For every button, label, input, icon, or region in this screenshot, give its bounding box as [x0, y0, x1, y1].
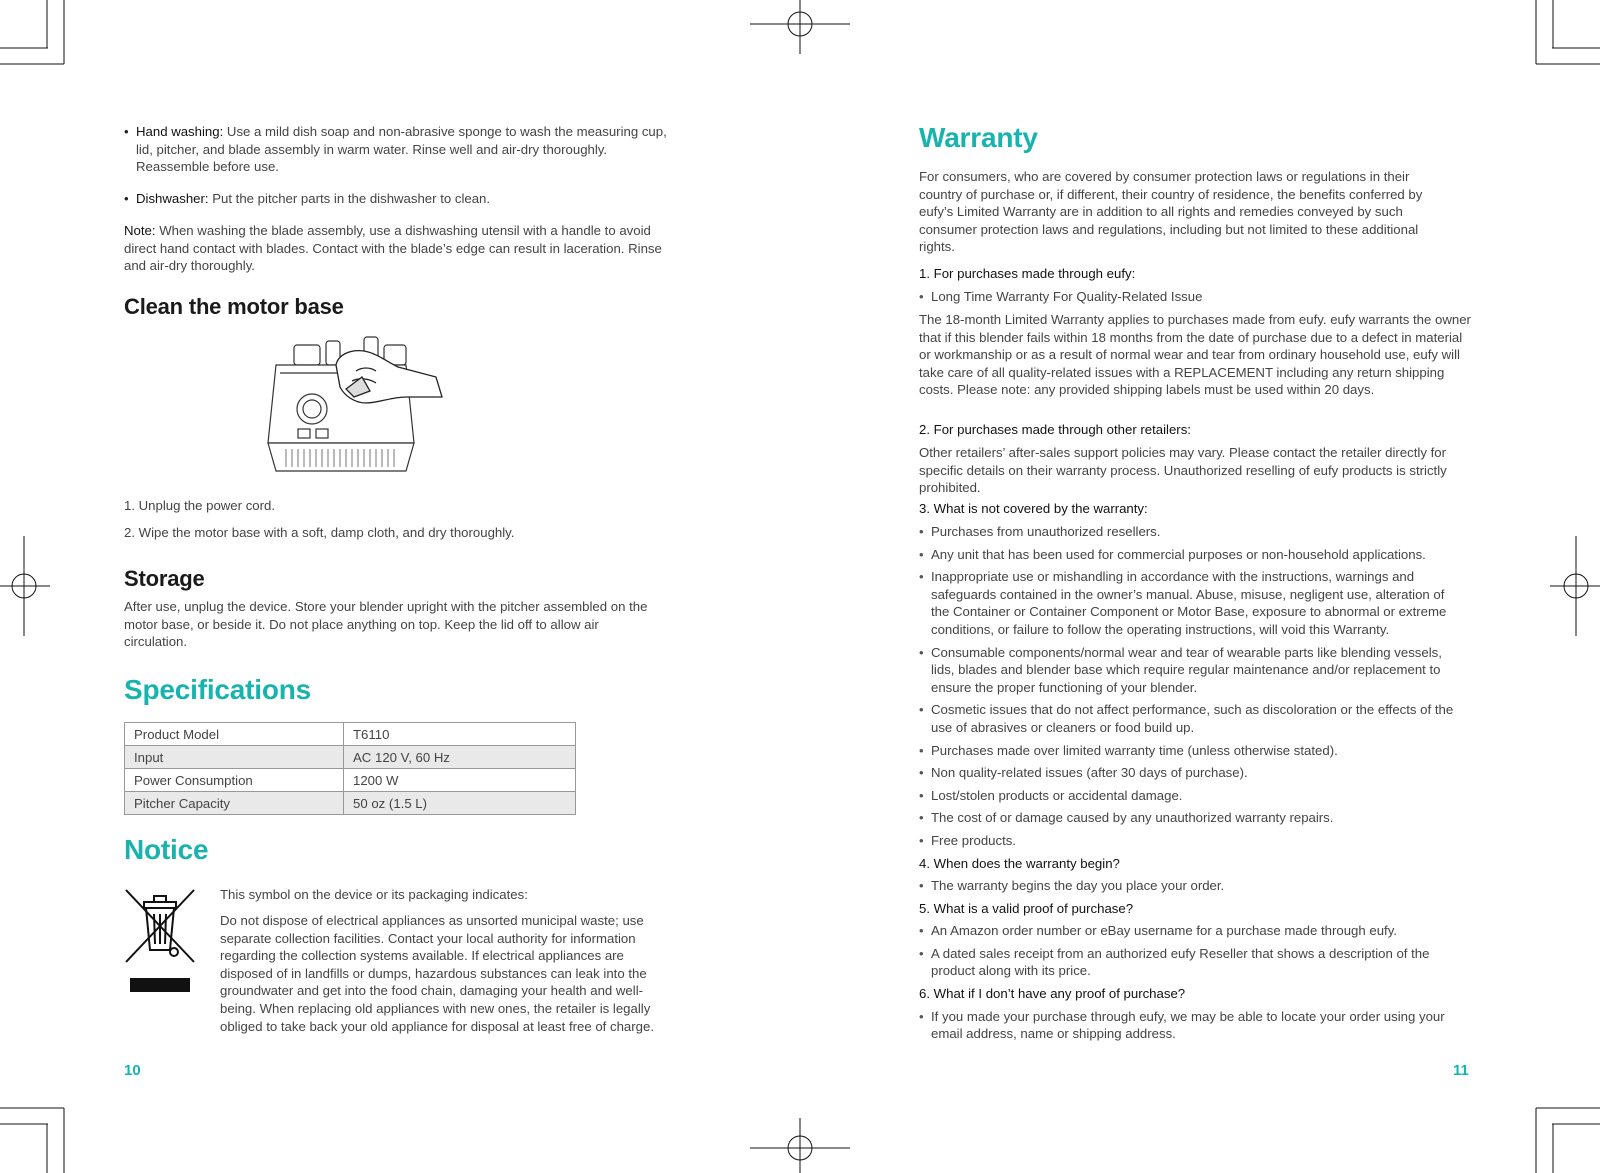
section-1-text: The 18-month Limited Warranty applies to purchases made from eufy. eufy warrants the owner that if this blender fails within 18 months from the date of purchase due to a defect in material or workmanship or as a result of normal wear and tear from ordinary household use, eufy will take care of all quality-related issues with a REPLACEMENT including any return shipping costs. Please note: any provided shipping labels must be used within 20 days. — [919, 312, 1471, 398]
table-row — [125, 769, 576, 792]
list-item: • Cosmetic issues that do not affect performance, such as discoloration or the effects of the use of abrasives or cleaners or food build up. — [919, 701, 1464, 736]
list-item: • Consumable components/normal wear and tear of wearable parts like blending vessels, lids, blades and blender base which require regular maintenance and/or replacement to ensure the proper functioning of your blender. — [919, 644, 1464, 697]
spec-value: 50 oz (1.5 L) — [344, 792, 576, 815]
spec-value: 1200 W — [344, 769, 576, 792]
warranty-heading: Warranty — [919, 122, 1038, 153]
section-2-text: Other retailers’ after-sales support policies may vary. Please contact the retailer directly for specific details on their warranty process. Unauthorized reselling of eufy products is strictly prohibited. — [919, 445, 1447, 496]
list-item: • Free products. — [919, 832, 1464, 850]
dishwasher-item — [124, 190, 676, 208]
spec-key: Product Model — [125, 723, 344, 746]
spec-value: AC 120 V, 60 Hz — [344, 746, 576, 769]
note-text: When washing the blade assembly, use a dishwashing utensil with a handle to avoid direct hand contact with blades. Contact with the blade’s edge can result in laceration. Rinse and air-dry thoroughly. — [124, 223, 662, 274]
list-item: • The cost of or damage caused by any unauthorized warranty repairs. — [919, 809, 1464, 827]
section-3-list — [919, 523, 1464, 1043]
list-item: • Any unit that has been used for commercial purposes or non-household applications. — [919, 546, 1464, 564]
spec-key: Input — [125, 746, 344, 769]
list-item: • Non quality-related issues (after 30 days of purchase). — [919, 764, 1464, 782]
storage-heading: Storage — [124, 566, 205, 591]
section-5-heading: 5. What is a valid proof of purchase? — [919, 900, 1134, 916]
note-label: Note: — [124, 223, 156, 238]
motor-base-heading: Clean the motor base — [124, 294, 344, 319]
storage-text: After use, unplug the device. Store your blender upright with the pitcher assembled on the motor base, or beside it. Do not place anything on top. Keep the lid off to allow air circulation. — [124, 599, 648, 650]
page-number-right: 11 — [1453, 1062, 1469, 1079]
motor-step-1: 1. Unplug the power cord. — [124, 498, 276, 513]
table-row — [125, 723, 576, 746]
dishwasher-text: Put the pitcher parts in the dishwasher to clean. — [208, 191, 491, 206]
notice-text: Do not dispose of electrical appliances as unsorted municipal waste; use separate collection facilities. Contact your local authority for information regarding the collection systems available. If electrical appliances are disposed of in landfills or dumps, hazardous substances can leak into the groundwater and get into the food chain, damaging your health and well-being. When replacing old appliances with new ones, the retailer is legally obliged to take back your old appliance for disposal at least free of charge. — [220, 913, 654, 1034]
hand-washing-label: Hand washing: — [136, 124, 224, 139]
hand-washing-item — [124, 123, 676, 176]
specifications-heading: Specifications — [124, 674, 312, 705]
hand-washing-text: Use a mild dish soap and non-abrasive sponge to wash the measuring cup, lid, pitcher, and blade assembly in warm water. Rinse well and air-dry thoroughly. Reassemble before use. — [136, 124, 667, 175]
list-item: • If you made your purchase through eufy, we may be able to locate your order using your email address, name or shipping address. — [919, 1008, 1464, 1043]
spec-value: T6110 — [344, 723, 576, 746]
page-number-left: 10 — [124, 1062, 141, 1079]
list-item: • An Amazon order number or eBay username for a purchase made through eufy. — [919, 922, 1464, 940]
notice-heading: Notice — [124, 834, 209, 865]
spec-key: Power Consumption — [125, 769, 344, 792]
list-item: • A dated sales receipt from an authorized eufy Reseller that shows a description of the product along with its price. — [919, 945, 1464, 980]
section-3-heading: 3. What is not covered by the warranty: — [919, 501, 1148, 516]
table-row — [125, 746, 576, 769]
warranty-intro: For consumers, who are covered by consumer protection laws or regulations in their country of purchase or, if different, their country of residence, the benefits conferred by eufy’s Limited Warranty are in addition to all rights and remedies conveyed by such consumer protection laws and regulations, including but not limited to these additional rights. — [919, 169, 1423, 255]
blender-cleaning-illustration — [266, 331, 558, 489]
section-2-heading: 2. For purchases made through other retailers: — [919, 422, 1191, 437]
spec-key: Pitcher Capacity — [125, 792, 344, 815]
list-item: • Purchases made over limited warranty time (unless otherwise stated). — [919, 742, 1464, 760]
dishwasher-label: Dishwasher: — [136, 191, 209, 206]
note-paragraph — [124, 222, 676, 275]
list-item: • The warranty begins the day you place your order. — [919, 877, 1464, 895]
specifications-table — [124, 722, 576, 815]
section-1-bullet: • Long Time Warranty For Quality-Related Issue — [919, 288, 1202, 306]
section-4-heading: 4. When does the warranty begin? — [919, 855, 1120, 871]
motor-step-2: 2. Wipe the motor base with a soft, damp cloth, and dry thoroughly. — [124, 525, 515, 540]
list-item: • Inappropriate use or mishandling in accordance with the instructions, warnings and safeguards contained in the owner’s manual. Abuse, misuse, negligent use, alteration of the Container or Container Component or Motor Base, exposure to abnormal or extreme conditions, or failure to follow the operating instructions, will void this Warranty. — [919, 568, 1464, 638]
notice-intro: This symbol on the device or its packaging indicates: — [220, 887, 528, 902]
weee-crossed-bin-icon — [124, 888, 196, 994]
section-6-heading: 6. What if I don’t have any proof of purchase? — [919, 986, 1186, 1002]
list-item: • Purchases from unauthorized resellers. — [919, 523, 1464, 541]
list-item: • Lost/stolen products or accidental damage. — [919, 787, 1464, 805]
table-row — [125, 792, 576, 815]
section-1-heading: 1. For purchases made through eufy: — [919, 266, 1136, 281]
